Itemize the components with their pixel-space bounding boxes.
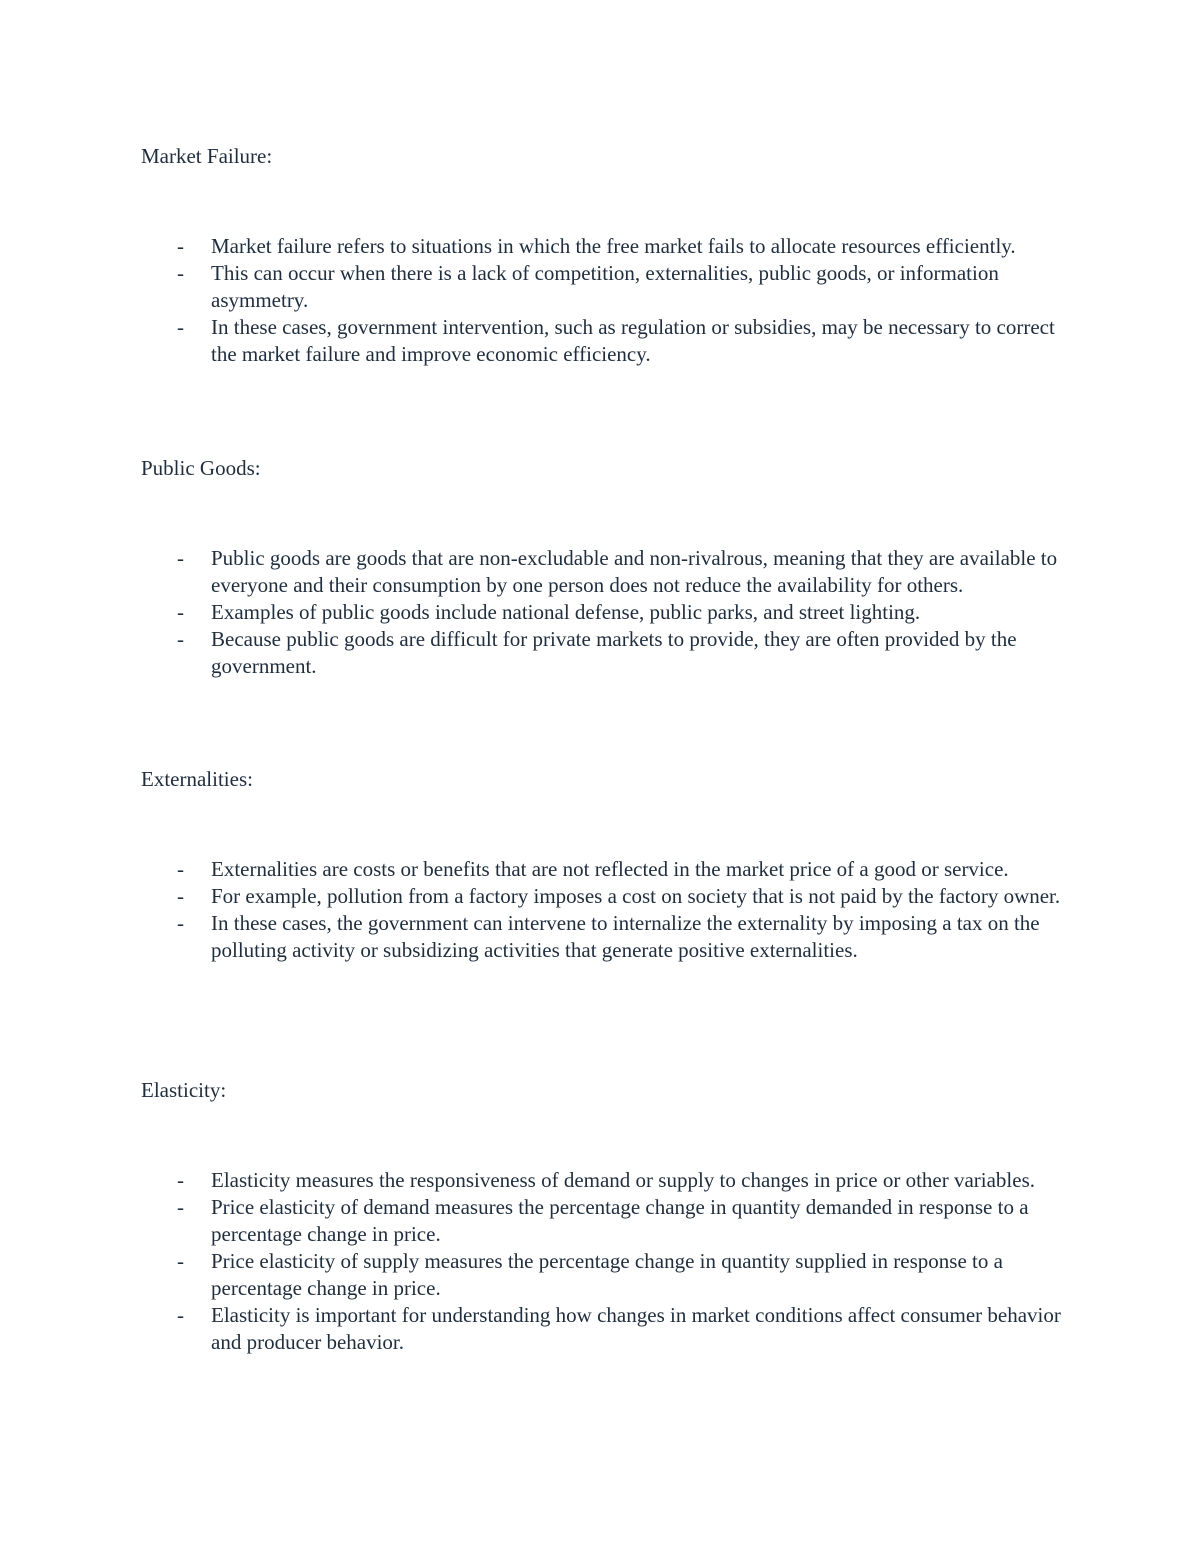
bullet-marker: -: [177, 315, 184, 339]
list-item: [141, 260, 1071, 314]
bullet-marker: -: [177, 1168, 184, 1192]
section-heading: Market Failure:: [141, 144, 273, 168]
list-item: [141, 233, 1071, 260]
list-item: [141, 314, 1071, 368]
list-item-text: For example, pollution from a factory imposes a cost on society that is not paid by the factory owner.: [211, 884, 1061, 908]
list-item: [141, 1302, 1071, 1356]
bullet-list: [141, 1167, 1081, 1356]
bullet-marker: -: [177, 261, 184, 285]
list-item: [141, 883, 1071, 910]
list-item: [141, 599, 1071, 626]
section-externalities: [141, 766, 1081, 964]
list-item-text: Price elasticity of supply measures the percentage change in quantity supplied in response to a percentage change in price.: [211, 1249, 1003, 1300]
bullet-marker: -: [177, 1249, 184, 1273]
list-item-text: Externalities are costs or benefits that are not reflected in the market price of a good or service.: [211, 857, 1009, 881]
list-item: [141, 1248, 1071, 1302]
bullet-marker: -: [177, 627, 184, 651]
list-item-text: Market failure refers to situations in which the free market fails to allocate resources efficiently.: [211, 234, 1016, 258]
list-item-text: Examples of public goods include national defense, public parks, and street lighting.: [211, 600, 921, 624]
section-heading: Externalities:: [141, 767, 253, 791]
section-heading: Elasticity:: [141, 1078, 227, 1102]
bullet-marker: -: [177, 1303, 184, 1327]
list-item-text: Elasticity measures the responsiveness of demand or supply to changes in price or other variables.: [211, 1168, 1036, 1192]
bullet-marker: -: [177, 1195, 184, 1219]
list-item: [141, 910, 1071, 964]
section-public-goods: [141, 455, 1081, 680]
bullet-marker: -: [177, 911, 184, 935]
bullet-marker: -: [177, 884, 184, 908]
bullet-list: [141, 856, 1081, 964]
bullet-marker: -: [177, 857, 184, 881]
list-item-text: In these cases, government intervention, such as regulation or subsidies, may be necessary to correct the market failure and improve economic efficiency.: [211, 315, 1055, 366]
list-item-text: In these cases, the government can intervene to internalize the externality by imposing a tax on the polluting activity or subsidizing activities that generate positive externalities.: [211, 911, 1040, 962]
bullet-marker: -: [177, 234, 184, 258]
list-item-text: Elasticity is important for understanding how changes in market conditions affect consumer behavior and producer behavior.: [211, 1303, 1061, 1354]
bullet-list: [141, 233, 1081, 368]
section-elasticity: [141, 1077, 1081, 1356]
list-item-text: Price elasticity of demand measures the percentage change in quantity demanded in response to a percentage change in price.: [211, 1195, 1029, 1246]
list-item-text: Because public goods are difficult for private markets to provide, they are often provided by the government.: [211, 627, 1017, 678]
list-item: [141, 626, 1071, 680]
list-item: [141, 1167, 1071, 1194]
bullet-marker: -: [177, 600, 184, 624]
list-item: [141, 856, 1071, 883]
section-market-failure: [141, 143, 1081, 368]
list-item-text: Public goods are goods that are non-excludable and non-rivalrous, meaning that they are available to everyone and their consumption by one person does not reduce the availability for others.: [211, 546, 1058, 597]
bullet-marker: -: [177, 546, 184, 570]
bullet-list: [141, 545, 1081, 680]
list-item: [141, 545, 1071, 599]
list-item-text: This can occur when there is a lack of competition, externalities, public goods, or information asymmetry.: [211, 261, 999, 312]
section-heading: Public Goods:: [141, 456, 261, 480]
list-item: [141, 1194, 1071, 1248]
